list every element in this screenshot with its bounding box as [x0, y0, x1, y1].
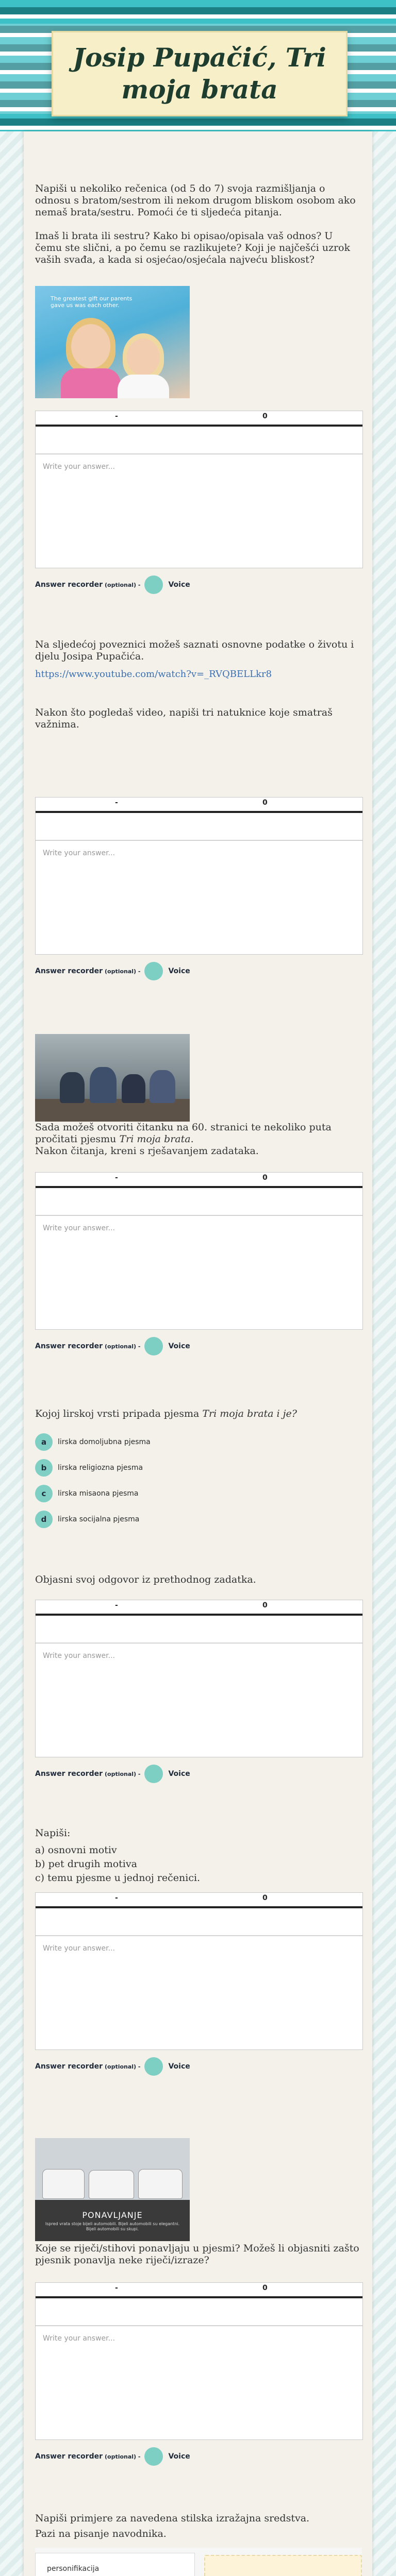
table-mark-2: 0	[262, 799, 268, 807]
quiz-question-title: Tri moja brata i je?	[202, 1408, 297, 1419]
option-letter: c	[35, 1485, 53, 1502]
body-shape	[61, 368, 121, 398]
answer-recorder[interactable]	[35, 961, 190, 981]
voice-label: Voice	[168, 581, 190, 589]
option-label: lirska domoljubna pjesma	[58, 1438, 151, 1446]
table-mark-2: 0	[262, 1601, 268, 1609]
table-mark-1: -	[115, 799, 118, 807]
answer-placeholder: Write your answer...	[43, 2334, 115, 2343]
recorder-optional: (optional) -	[104, 968, 141, 975]
table-row[interactable]	[36, 2298, 362, 2326]
section6-heading: Napiši:	[35, 1827, 71, 1839]
table-mark-2: 0	[262, 412, 268, 420]
intro-paragraph-2: Imaš li brata ili sestru? Kako bi opisao/opisala vaš odnos? U čemu ste slični, a po čemu se razlikujete? Koji je najčešći uzrok vaših svađa, a kada si osjećao/osjećala najveću bliskost?	[35, 230, 351, 265]
microphone-icon[interactable]	[144, 2447, 163, 2466]
table-row[interactable]	[36, 813, 362, 840]
repetition-image-subtitle: Ispred vrata stoje bijeli automobili. Bijeli automobili su elegantni. Bijeli automobili su skupi.	[45, 2222, 180, 2231]
notes-table[interactable]	[35, 411, 363, 454]
answer-recorder[interactable]	[35, 1764, 190, 1784]
table-row[interactable]	[36, 427, 362, 454]
child-shape	[60, 1072, 85, 1103]
recorder-optional: (optional) -	[104, 1770, 141, 1777]
quiz-question	[35, 1408, 360, 1420]
voice-label: Voice	[168, 2452, 190, 2461]
recorder-label: Answer recorder	[35, 1770, 103, 1778]
car-shape	[89, 2170, 134, 2199]
table-header	[36, 798, 362, 813]
section3-text: Sada možeš otvoriti čitanku na 60. stranici te nekoliko puta pročitati pjesmu	[35, 1122, 332, 1145]
answer-placeholder: Write your answer...	[43, 1652, 115, 1660]
face-shape	[71, 324, 110, 368]
voice-label: Voice	[168, 1770, 190, 1778]
answer-placeholder: Write your answer...	[43, 1224, 115, 1232]
option-label: lirska misaona pjesma	[58, 1489, 139, 1498]
option-label: lirska religiozna pjesma	[58, 1464, 143, 1472]
section3-paragraph-1: Sada možeš otvoriti čitanku na 60. stranici te nekoliko puta pročitati pjesmu Tri moja brata.	[35, 1122, 332, 1145]
table-mark-1: -	[115, 2284, 118, 2292]
recorder-label: Answer recorder	[35, 967, 103, 975]
table-mark-2: 0	[262, 2284, 268, 2292]
notes-table[interactable]	[35, 2282, 363, 2326]
table-header	[36, 2283, 362, 2298]
face-shape	[127, 338, 160, 376]
child-shape	[122, 1074, 145, 1103]
quiz-option-b[interactable]	[35, 1458, 143, 1478]
title-card	[52, 31, 348, 116]
road-shape	[35, 2200, 190, 2241]
answer-placeholder: Write your answer...	[43, 1944, 115, 1953]
answer-recorder[interactable]	[35, 2056, 190, 2077]
repetition-image	[35, 2138, 190, 2241]
section6-item-b: b) pet drugih motiva	[35, 1858, 137, 1870]
section7-paragraph: Koje se riječi/stihovi ponavljaju u pjesmi? Možeš li objasniti zašto pjesnik ponavlja neke riječi/izraze?	[35, 2243, 359, 2266]
answer-recorder[interactable]	[35, 574, 190, 595]
option-label: lirska socijalna pjesma	[58, 1515, 140, 1523]
repetition-image-title: PONAVLJANJE	[82, 2210, 143, 2220]
answer-textarea[interactable]	[35, 840, 363, 955]
header-banner	[0, 0, 396, 131]
notes-table[interactable]	[35, 1892, 363, 1936]
quiz-question-text: Kojoj lirskoj vrsti pripada pjesma	[35, 1408, 203, 1419]
poem-title: Tri moja brata	[119, 1133, 191, 1145]
option-letter: d	[35, 1511, 53, 1528]
child-shape	[90, 1067, 117, 1103]
answer-recorder[interactable]	[35, 2446, 190, 2467]
worksheet	[24, 131, 372, 2576]
table-mark-2: 0	[262, 1894, 268, 1902]
section2-paragraph-1: Na sljedećoj poveznici možeš saznati osnovne podatke o životu i djelu Josipa Pupačića.	[35, 639, 354, 662]
match-term-label: personifikacija	[47, 2565, 100, 2573]
intro-paragraph-1: Napiši u nekoliko rečenica (od 5 do 7) svoja razmišljanja o odnosu s bratom/sestrom ili nekom drugom bliskom osobom ako nemaš brata/sestru. Pomoći će ti sljedeća pitanja.	[35, 183, 356, 218]
recorder-optional: (optional) -	[104, 1343, 141, 1350]
table-mark-1: -	[115, 1601, 118, 1609]
table-row[interactable]	[36, 1188, 362, 1215]
microphone-icon[interactable]	[144, 1337, 163, 1355]
voice-label: Voice	[168, 2062, 190, 2071]
table-header	[36, 411, 362, 427]
recorder-label: Answer recorder	[35, 2062, 103, 2071]
table-header	[36, 1893, 362, 1908]
microphone-icon[interactable]	[144, 575, 163, 594]
answer-textarea[interactable]	[35, 1215, 363, 1330]
brothers-image	[35, 1034, 190, 1122]
answer-textarea[interactable]	[35, 1643, 363, 1757]
table-mark-1: -	[115, 1894, 118, 1902]
table-mark-1: -	[115, 412, 118, 420]
recorder-label: Answer recorder	[35, 1342, 103, 1350]
body-shape	[118, 375, 169, 398]
match1-note: Pazi na pisanje navodnika.	[35, 2528, 167, 2539]
quiz-option-a[interactable]	[35, 1432, 151, 1452]
voice-label: Voice	[168, 1342, 190, 1350]
section3-paragraph-2: Nakon čitanja, kreni s rješavanjem zadataka.	[35, 1145, 259, 1157]
quiz-option-c[interactable]	[35, 1483, 139, 1504]
match-term[interactable]	[35, 2553, 195, 2576]
option-letter: a	[35, 1433, 53, 1451]
quiz-option-d[interactable]	[35, 1509, 139, 1530]
table-mark-2: 0	[262, 1174, 268, 1182]
notes-table[interactable]	[35, 1600, 363, 1643]
answer-placeholder: Write your answer...	[43, 463, 115, 471]
match1-instruction: Napiši primjere za navedena stilska izražajna sredstva.	[35, 2513, 310, 2524]
microphone-icon[interactable]	[144, 2057, 163, 2076]
table-row[interactable]	[36, 1908, 362, 1936]
microphone-icon[interactable]	[144, 962, 163, 980]
table-header	[36, 1173, 362, 1188]
page-title: Josip Pupačić, Tri moja brata	[73, 42, 326, 105]
car-shape	[42, 2169, 85, 2199]
recorder-label: Answer recorder	[35, 581, 103, 589]
recorder-label: Answer recorder	[35, 2452, 103, 2461]
voice-label: Voice	[168, 967, 190, 975]
answer-placeholder: Write your answer...	[43, 849, 115, 857]
section6-item-c: c) temu pjesme u jednoj rečenici.	[35, 1872, 201, 1884]
section5-paragraph: Objasni svoj odgovor iz prethodnog zadatka.	[35, 1574, 256, 1585]
answer-textarea[interactable]	[35, 1936, 363, 2050]
notes-table[interactable]	[35, 1172, 363, 1216]
answer-textarea[interactable]	[35, 454, 363, 568]
match-drop-slot[interactable]	[204, 2555, 362, 2576]
siblings-image-caption: The greatest gift our parents gave us was each other.	[51, 295, 133, 309]
match-row[interactable]	[35, 2553, 362, 2576]
recorder-optional: (optional) -	[104, 581, 141, 588]
option-letter: b	[35, 1459, 53, 1477]
notes-table[interactable]	[35, 797, 363, 841]
section2-paragraph-2: Nakon što pogledaš video, napiši tri natuknice koje smatraš važnima.	[35, 707, 333, 730]
table-mark-1: -	[115, 1174, 118, 1182]
answer-recorder[interactable]	[35, 1336, 190, 1357]
video-link[interactable]: https://www.youtube.com/watch?v=_RVQBELLkr8	[35, 669, 272, 680]
table-header	[36, 1600, 362, 1616]
child-shape	[150, 1070, 175, 1103]
microphone-icon[interactable]	[144, 1765, 163, 1783]
siblings-image	[35, 286, 190, 398]
section6-item-a: a) osnovni motiv	[35, 1844, 117, 1856]
table-row[interactable]	[36, 1616, 362, 1643]
recorder-optional: (optional) -	[104, 2453, 141, 2460]
recorder-optional: (optional) -	[104, 2063, 141, 2070]
car-shape	[138, 2169, 183, 2199]
answer-textarea[interactable]	[35, 2326, 363, 2440]
